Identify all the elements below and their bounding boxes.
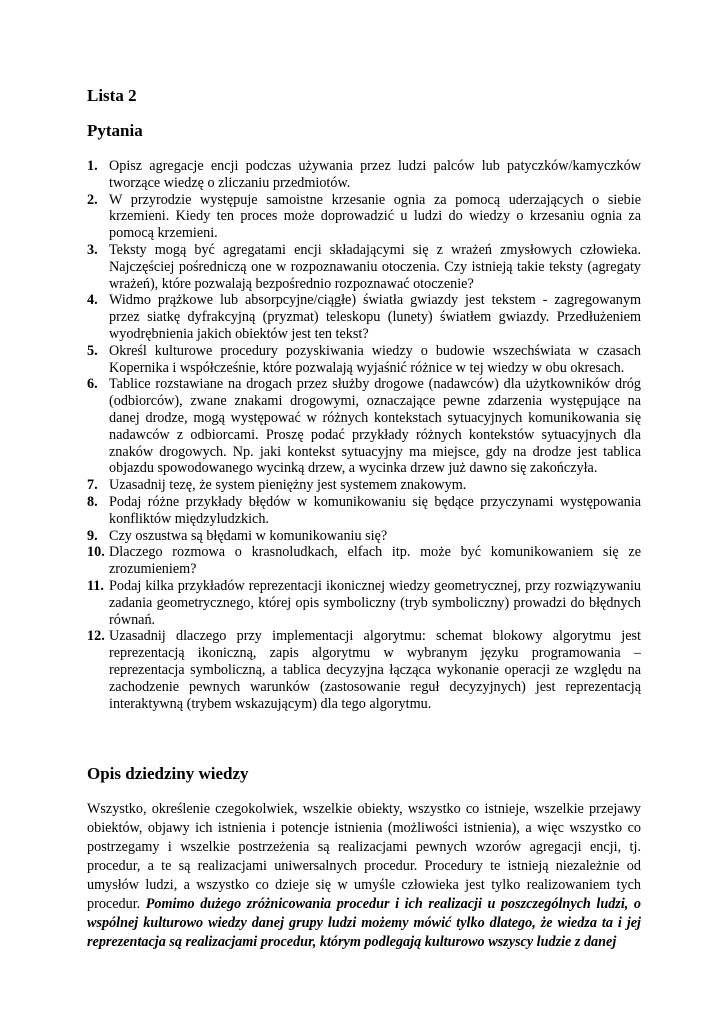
question-text: Teksty mogą być agregatami encji składającymi się z wrażeń zmysłowych człowieka. Najczęściej pośredniczą one w rozpoznawaniu otoczenia. Czy istnieją takie teksty (agregaty wrażeń), które pozwalają bezpośrednio rozpoznawać otoczenie? xyxy=(109,241,641,292)
question-number: 5. xyxy=(87,342,98,359)
question-text: Uzasadnij dlaczego przy implementacji algorytmu: schemat blokowy algorytmu jest reprezentacją ikoniczną, zapis algorytmu w wybranym języku programowania – reprezentacja symboliczną, a tablica decyzyjna łącząca wykonanie operacji ze względu na zachodzenie pewnych warunków (zastosowanie reguł decyzyjnych) jest reprezentacją interaktywną (trybem wskazującym) dla tego algorytmu. xyxy=(109,628,641,712)
question-item xyxy=(87,158,641,192)
question-number: 3. xyxy=(87,241,98,258)
question-text: Dlaczego rozmowa o krasnoludkach, elfach itp. może być komunikowaniem się ze zrozumieniem? xyxy=(109,544,641,578)
question-number: 9. xyxy=(87,527,98,544)
question-item xyxy=(87,528,641,545)
question-item xyxy=(87,578,641,628)
question-item xyxy=(87,376,641,477)
question-number: 8. xyxy=(87,493,98,510)
question-number: 12. xyxy=(87,628,105,645)
question-number: 4. xyxy=(87,292,98,309)
question-number: 10. xyxy=(87,544,105,561)
question-text: Czy oszustwa są błędami w komunikowaniu się? xyxy=(109,527,388,544)
question-number: 1. xyxy=(87,158,98,174)
question-item xyxy=(87,192,641,242)
question-item xyxy=(87,477,641,494)
question-number: 7. xyxy=(87,477,98,494)
question-item xyxy=(87,544,641,578)
question-text: W przyrodzie występuje samoistne krzesanie ognia za pomocą uderzających o siebie krzemieni. Kiedy ten proces może doprowadzić u ludzi do wiedzy o krzesaniu ognia za pomocą krzemieni. xyxy=(109,191,641,242)
paragraph-emphasis-text: Pomimo dużego zróżnicowania procedur i ich realizacji u poszczególnych ludzi, o wspólnej kulturowo wiedzy danej grupy ludzi możemy mówić tylko dlatego, że wiedza ta i jej reprezentacja są realizacjami procedur, którym podlegają kulturowo wszyscy ludzie z danej xyxy=(87,896,641,950)
heading-opis-dziedziny: Opis dziedziny wiedzy xyxy=(87,764,249,783)
question-text: Widmo prążkowe lub absorpcyjne/ciągłe) światła gwiazdy jest tekstem - zagregowanym przez siatkę dyfrakcyjną (pryzmat) teleskopu (lunety) światłem gwiazdy. Przedłużeniem wyodrębnienia jakich obiektów jest ten tekst? xyxy=(109,292,641,342)
question-text: Określ kulturowe procedury pozyskiwania wiedzy o budowie wszechświata w czasach Kopernika i współcześnie, które pozwalają wyjaśnić różnice w tej wiedzy w obu okresach. xyxy=(109,342,641,376)
question-text: Tablice rozstawiane na drogach przez służby drogowe (nadawców) dla użytkowników dróg (odbiorców), zwane znakami drogowymi, oznaczające pewne zdarzenia występujące na danej drodze, mogą występować w różnych kontekstach sytuacyjnych komunikowania się nadawców z odbiorcami. Proszę podać przykłady różnych kontekstów sytuacyjnych dla znaków drogowych. Np. jaki kontekst sytuacyjny ma miejsce, gdy na drodze jest tablica objazdu spowodowanego wycinką drzew, a wycinka drzew już dawno się zakończyła. xyxy=(109,376,641,477)
question-text: Podaj kilka przykładów reprezentacji ikonicznej wiedzy geometrycznej, przy rozwiązywaniu zadania geometrycznego, której opis symboliczny (tryb symboliczny) prowadzi do błędnych równań. xyxy=(109,577,641,628)
question-number: 2. xyxy=(87,191,98,208)
question-text: Podaj różne przykłady błędów w komunikowaniu się będące przyczynami występowania konfliktów międzyludzkich. xyxy=(109,493,641,527)
question-item xyxy=(87,242,641,292)
heading-pytania: Pytania xyxy=(87,121,143,140)
question-number: 11. xyxy=(87,577,104,594)
question-item xyxy=(87,343,641,377)
domain-description-paragraph xyxy=(87,800,641,952)
question-item xyxy=(87,292,641,342)
question-item xyxy=(87,494,641,528)
question-text: Opisz agregacje encji podczas używania przez ludzi palców lub patyczków/kamyczków tworzące wiedzę o zliczaniu przedmiotów. xyxy=(109,158,641,191)
question-text: Uzasadnij tezę, że system pieniężny jest systemem znakowym. xyxy=(109,477,467,494)
question-number: 6. xyxy=(87,376,98,393)
question-item xyxy=(87,628,641,712)
heading-lista: Lista 2 xyxy=(87,86,137,105)
questions-list xyxy=(87,158,641,712)
paragraph-plain-text: Wszystko, określenie czegokolwiek, wszelkie obiekty, wszystko co istnieje, wszelkie przejawy obiektów, objawy ich istnienia i potencje istnienia (możliwości istnienia), a więc wszystko co postrzegamy i wszelkie postrzeżenia są realizacjami pewnych wzorów agregacji encji, tj. procedur, a te są realizacjami uniwersalnych procedur. Procedury te istnieją niezależnie od umysłów ludzi, a wszystko co dzieje się w umyśle człowieka jest tylko realizowaniem tych procedur. xyxy=(87,801,641,912)
